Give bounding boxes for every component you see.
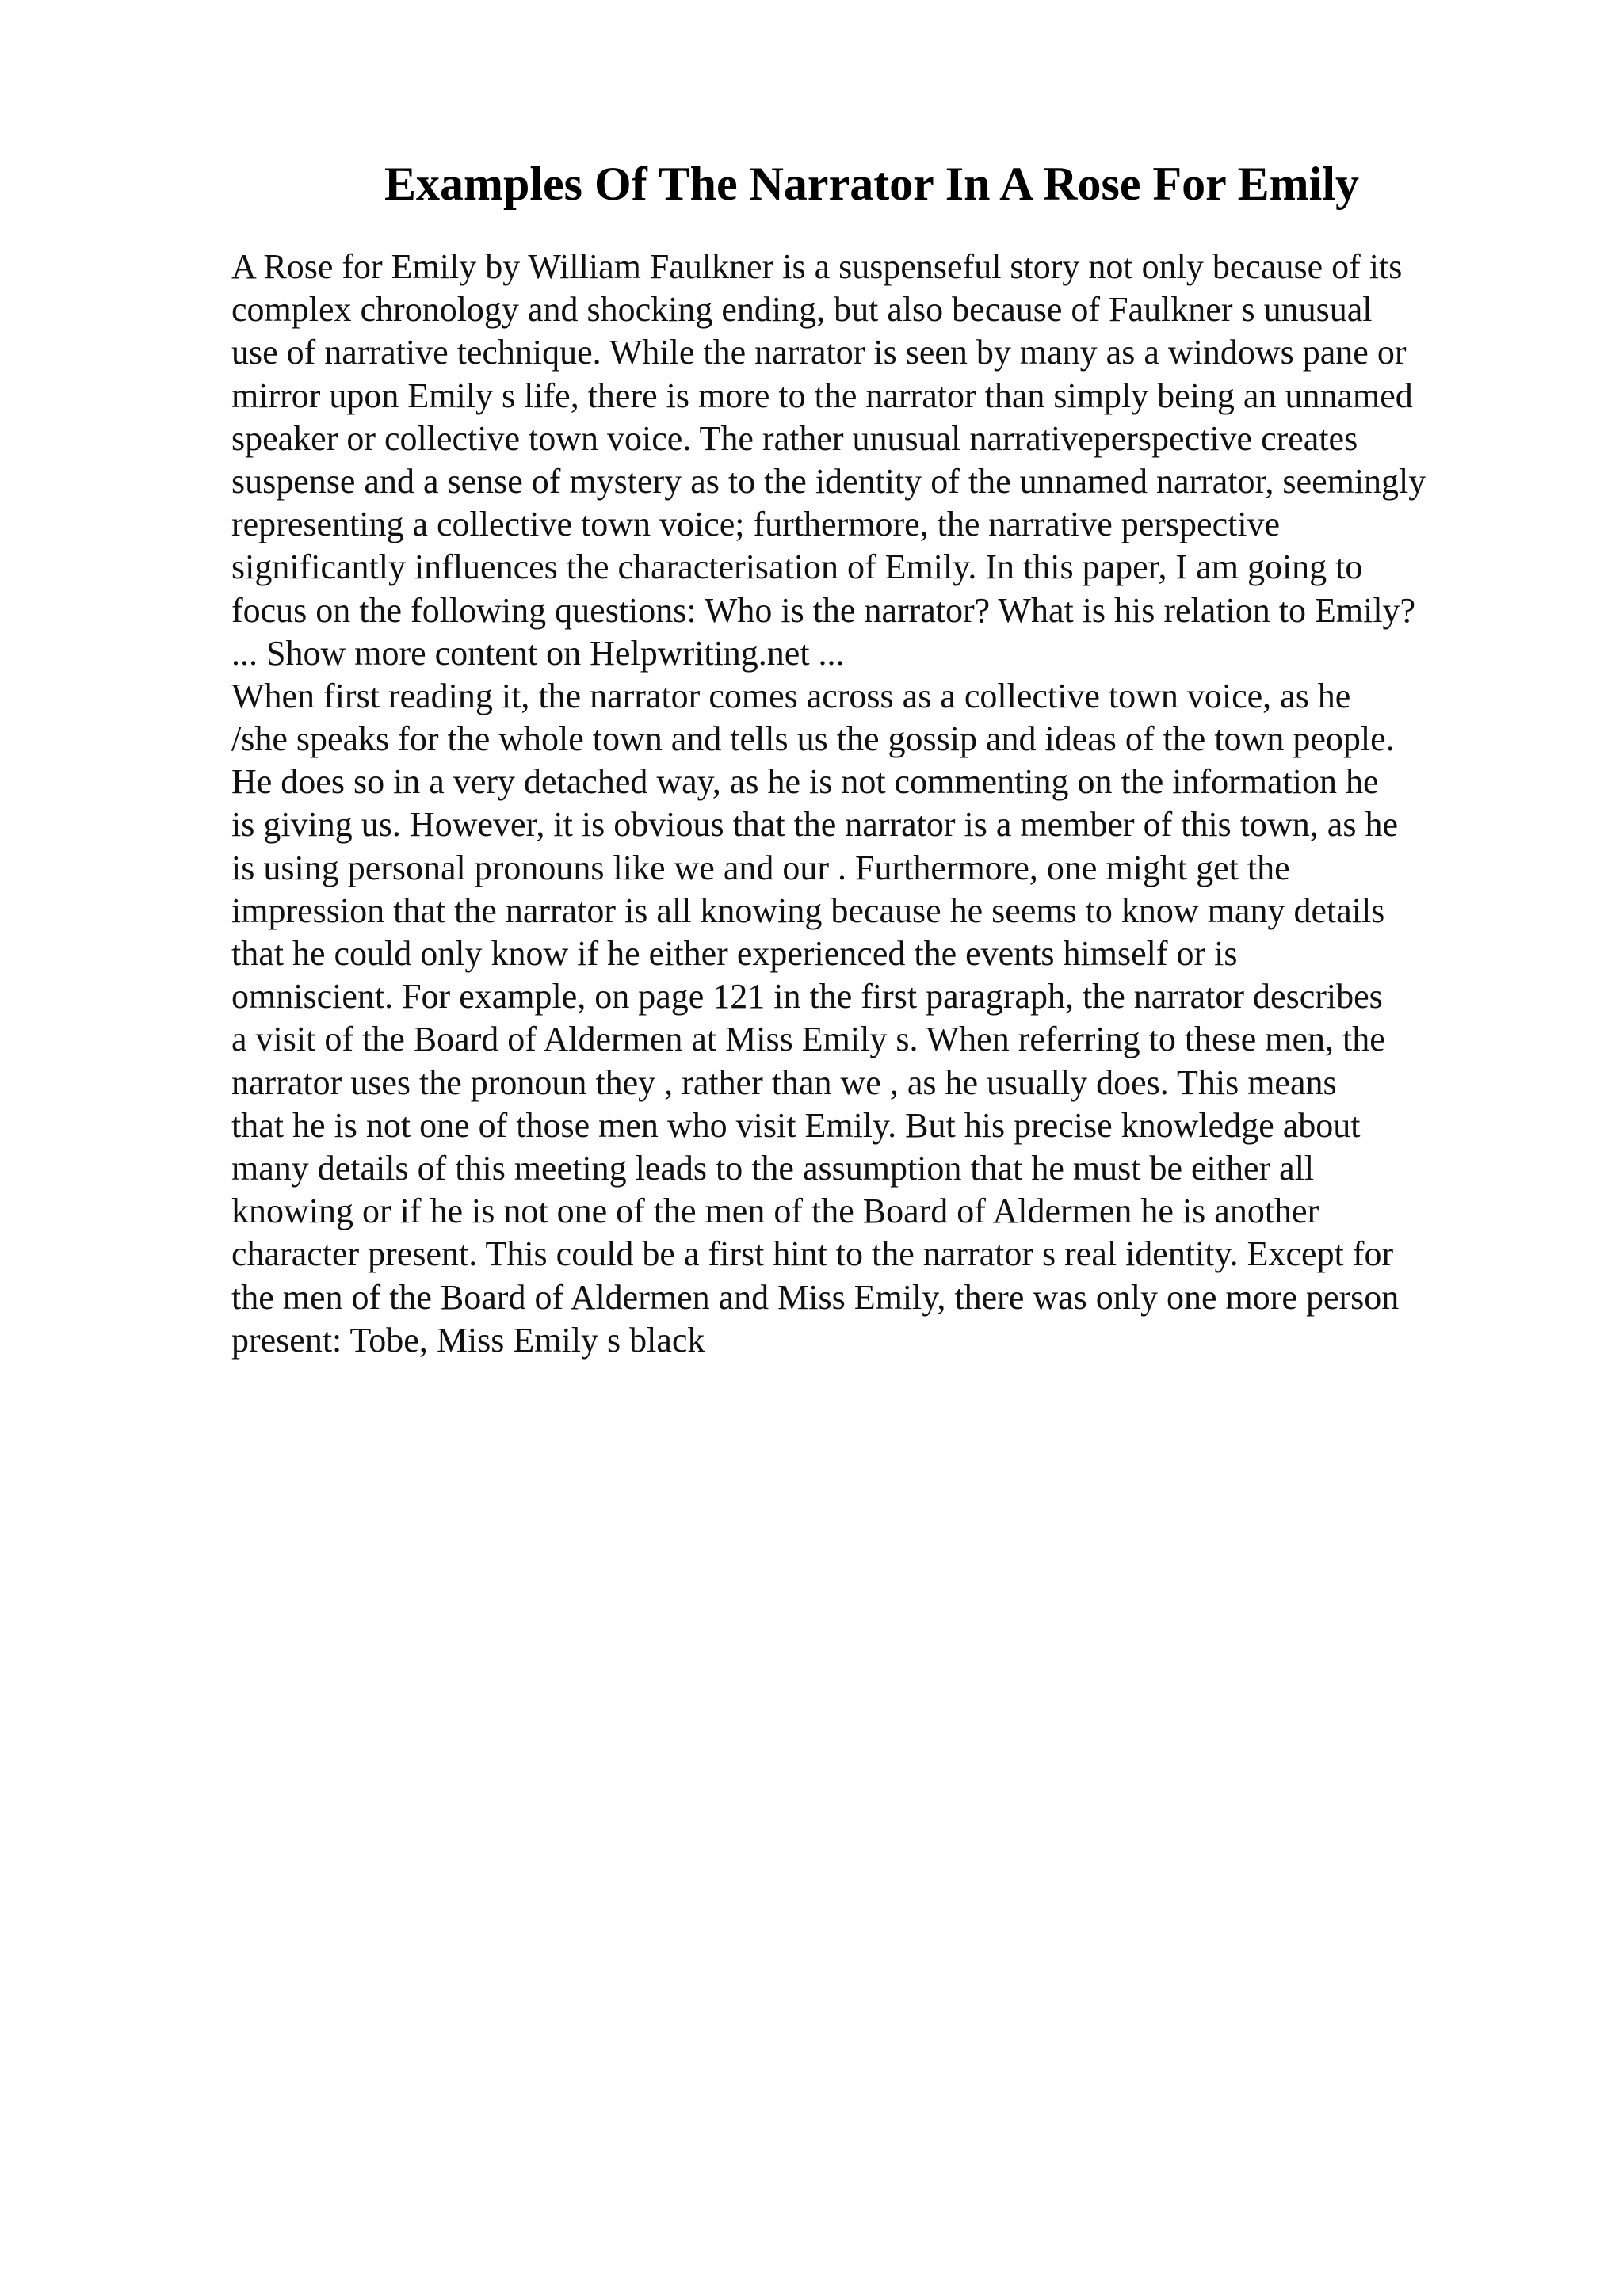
text-line-24: character present. This could be a first hint to the narrator s real identity. Except for xyxy=(231,1234,1394,1274)
text-line-8: significantly influences the characterisation of Emily. In this paper, I am going to xyxy=(231,547,1363,587)
text-line-17: that he could only know if he either experienced the events himself or is xyxy=(231,934,1238,973)
text-line-23: knowing or if he is not one of the men of the Board of Aldermen he is another xyxy=(231,1192,1319,1231)
text-line-18: omniscient. For example, on page 121 in the first paragraph, the narrator describes xyxy=(231,977,1383,1016)
text-line-1: A Rose for Emily by William Faulkner is a suspenseful story not only because of its xyxy=(231,247,1403,286)
text-line-14: is giving us. However, it is obvious that the narrator is a member of this town, as he xyxy=(231,805,1398,845)
text-line-3: use of narrative technique. While the narrator is seen by many as a windows pane or xyxy=(231,333,1407,372)
document-body xyxy=(231,246,1531,1362)
document-title: Examples Of The Narrator In A Rose For Emily xyxy=(384,158,1359,210)
text-line-25: the men of the Board of Aldermen and Miss Emily, there was only one more person xyxy=(231,1277,1400,1317)
text-line-21: that he is not one of those men who visit Emily. But his precise knowledge about xyxy=(231,1105,1361,1145)
text-line-7: representing a collective town voice; furthermore, the narrative perspective xyxy=(231,505,1281,544)
text-line-13: He does so in a very detached way, as he is not commenting on the information he xyxy=(231,762,1379,802)
text-line-15: is using personal pronouns like we and our . Furthermore, one might get the xyxy=(231,848,1290,887)
text-line-11: When first reading it, the narrator comes across as a collective town voice, as he xyxy=(231,676,1351,715)
text-line-26: present: Tobe, Miss Emily s black xyxy=(231,1320,705,1360)
text-line-20: narrator uses the pronoun they , rather than we , as he usually does. This means xyxy=(231,1062,1337,1102)
text-line-19: a visit of the Board of Aldermen at Miss Emily s. When referring to these men, the xyxy=(231,1020,1385,1059)
text-line-5: speaker or collective town voice. The rather unusual narrativeperspective creates xyxy=(231,418,1358,458)
text-line-22: many details of this meeting leads to the assumption that he must be either all xyxy=(231,1148,1315,1188)
text-line-4: mirror upon Emily s life, there is more to the narrator than simply being an unnamed xyxy=(231,376,1413,415)
show-more-line: ... Show more content on Helpwriting.net ... xyxy=(231,633,845,673)
text-line-9: focus on the following questions: Who is the narrator? What is his relation to Emily? xyxy=(231,590,1416,630)
text-line-16: impression that the narrator is all knowing because he seems to know many details xyxy=(231,891,1385,930)
text-line-12: /she speaks for the whole town and tells us the gossip and ideas of the town people. xyxy=(231,719,1395,759)
text-line-2: complex chronology and shocking ending, but also because of Faulkner s unusual xyxy=(231,290,1373,330)
text-line-6: suspense and a sense of mystery as to the identity of the unnamed narrator, seemingly xyxy=(231,461,1426,501)
